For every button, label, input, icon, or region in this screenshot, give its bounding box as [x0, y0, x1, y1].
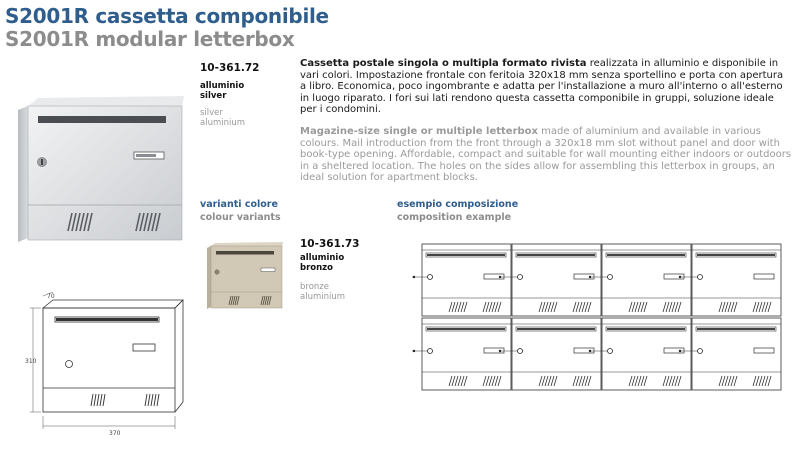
variant-material-it-line1: alluminio [300, 253, 345, 263]
width-dimension: 370 [109, 430, 121, 437]
material-it-line2: silver [200, 91, 227, 101]
composition-unit [412, 318, 511, 390]
page-subtitle: S2001R modular letterbox [5, 27, 295, 51]
variant-material-it-line2: bronzo [300, 263, 333, 273]
description-english [300, 126, 792, 184]
composition-drawing [412, 242, 784, 400]
technical-drawing [25, 290, 205, 440]
composition-unit [412, 244, 511, 316]
depth-dimension: 70 [47, 293, 55, 300]
material-en-line1: silver [200, 108, 223, 118]
composition-unit [589, 318, 691, 390]
description-english-lead: Magazine-size single or multiple letterbox [300, 126, 538, 137]
material-en-line2: aluminium [200, 118, 246, 128]
description-italian-lead: Cassetta postale singola o multipla formato rivista [300, 58, 587, 69]
variant-material-en-line1: bronze [300, 282, 329, 292]
page-title: S2001R cassetta componibile [5, 4, 329, 28]
composition-unit [679, 244, 781, 316]
description-italian [300, 58, 792, 116]
composition-title-en: composition example [397, 212, 512, 223]
composition-unit [679, 318, 781, 390]
composition-title-it: esempio composizione [397, 199, 519, 210]
product-code: 10-361.72 [200, 62, 260, 74]
composition-unit [499, 318, 601, 390]
composition-unit [589, 244, 691, 316]
material-it-line1: alluminio [200, 81, 245, 91]
letterbox-bronze-image [205, 241, 285, 313]
composition-unit [499, 244, 601, 316]
variants-title-en: colour variants [200, 212, 281, 223]
description-english-body: made of aluminium and available in various colours. Mail introduction from the front through a 320x18 mm slot without panel and door with book-type opening. Affordable, compact and suitable for wall mounting either indoors or outdoors in a sheltered location. The holes on the sides allow for assembling this letterbox in groups, an ideal solution for apartment blocks. [300, 126, 792, 183]
variant-material-en-line2: aluminium [300, 292, 346, 302]
letterbox-silver-image [14, 92, 186, 252]
height-dimension: 310 [25, 358, 37, 365]
description-italian-body: realizzata in alluminio e disponibile in vari colori. Impostazione frontale con feritoia 320x18 mm senza sportellino e porta con apertura a libro. Economica, poco ingombrante e adatta per l'installazione a muro all'interno o all'esterno in luogo riparato. I fori sui lati rendono questa cassetta componibile in gruppi, soluzione ideale per i condomini. [300, 58, 784, 115]
variant-code: 10-361.73 [300, 238, 360, 250]
variants-title-it: varianti colore [200, 199, 278, 210]
